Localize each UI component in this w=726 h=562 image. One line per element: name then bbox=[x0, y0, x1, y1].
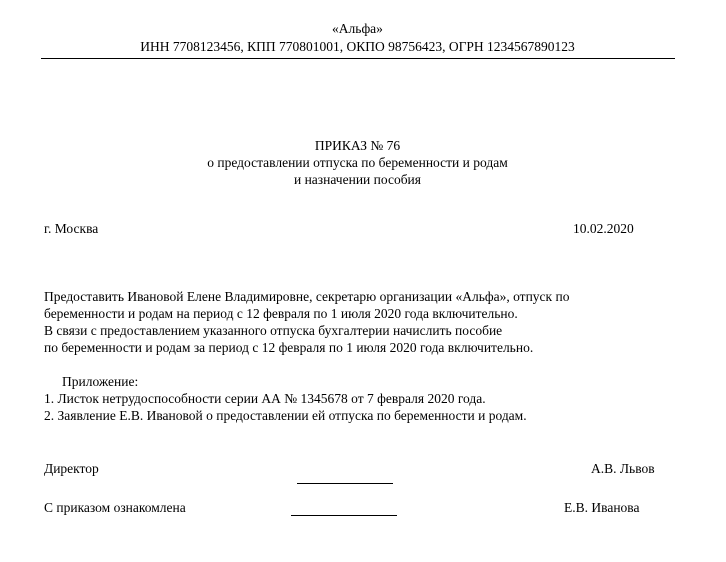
acknowledged-label: С приказом ознакомлена bbox=[44, 500, 186, 515]
organization-name: «Альфа» bbox=[332, 21, 383, 36]
attachment-item: 1. Листок нетрудоспособности серии АА № 1345678 от 7 февраля 2020 года. bbox=[44, 391, 486, 406]
director-label: Директор bbox=[44, 461, 99, 476]
city: г. Москва bbox=[44, 221, 99, 236]
attachments-heading: Приложение: bbox=[62, 374, 139, 389]
attachment-item: 2. Заявление Е.В. Ивановой о предоставлении ей отпуска по беременности и родам. bbox=[44, 408, 527, 423]
acknowledged-signature-line bbox=[291, 515, 397, 516]
body-line: по беременности и родам за период с 12 февраля по 1 июля 2020 года включительно. bbox=[44, 340, 534, 355]
director-signature-line bbox=[297, 483, 393, 484]
body-line: В связи с предоставлением указанного отпуска бухгалтерии начислить пособие bbox=[44, 323, 503, 338]
organization-requisites: ИНН 7708123456, КПП 770801001, ОКПО 98756423, ОГРН 1234567890123 bbox=[140, 39, 575, 54]
order-date: 10.02.2020 bbox=[573, 221, 634, 236]
header-divider bbox=[41, 58, 675, 59]
body-line: Предоставить Ивановой Елене Владимировне, секретарю организации «Альфа», отпуск по bbox=[44, 289, 570, 304]
order-title: ПРИКАЗ № 76 bbox=[314, 138, 401, 153]
acknowledged-name: Е.В. Иванова bbox=[564, 500, 640, 515]
order-subtitle-line-1: о предоставлении отпуска по беременности и родам bbox=[207, 155, 508, 170]
order-subtitle-line-2: и назначении пособия bbox=[293, 172, 421, 187]
body-line: беременности и родам на период с 12 февраля по 1 июля 2020 года включительно. bbox=[44, 306, 518, 321]
director-name: А.В. Львов bbox=[591, 461, 655, 476]
